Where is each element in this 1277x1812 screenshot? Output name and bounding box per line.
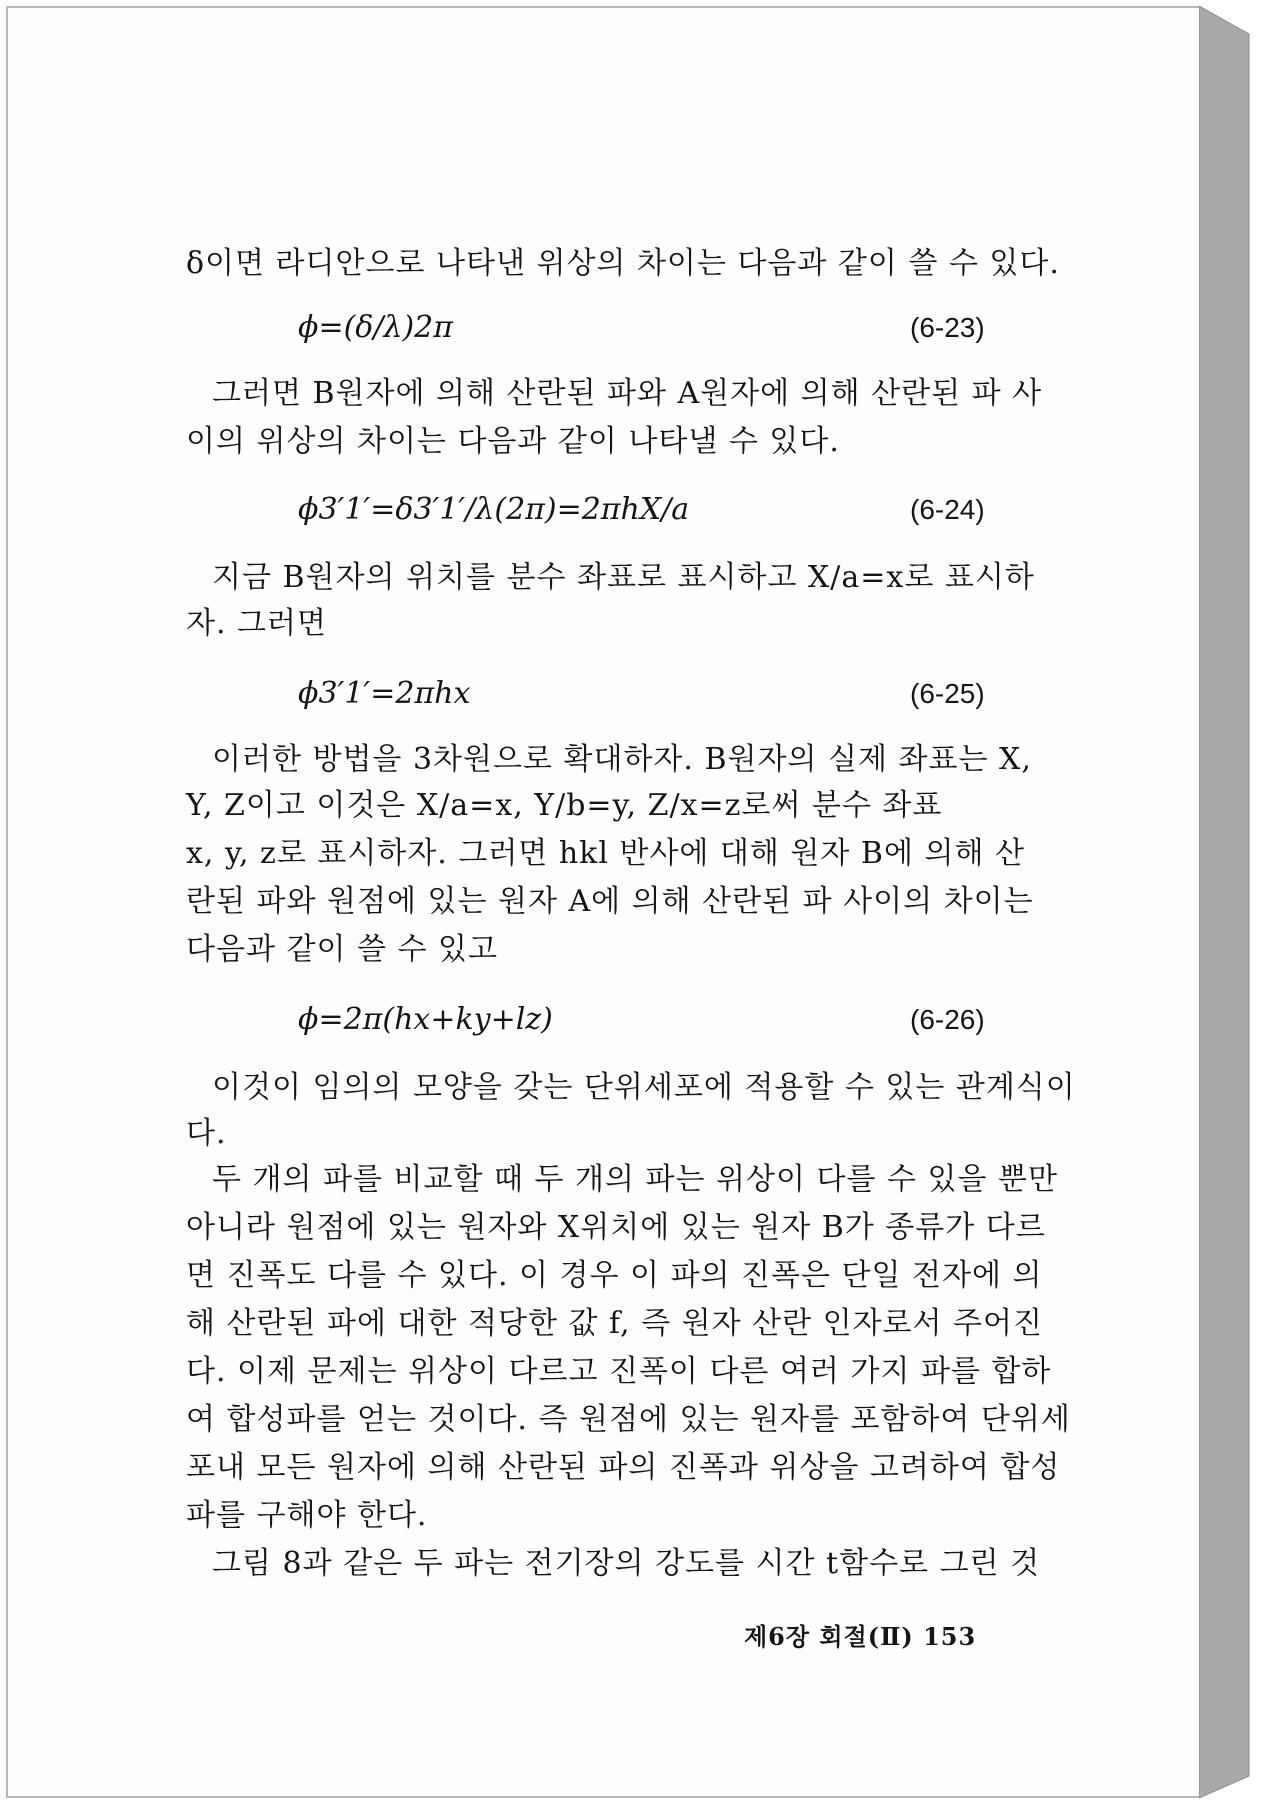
equation-number: (6-24) — [910, 494, 985, 525]
text-line: 그림 8과 같은 두 파는 전기장의 강도를 시간 t함수로 그린 것 — [212, 1546, 1041, 1581]
equation-number: (6-26) — [910, 1004, 985, 1035]
text-line: 다. 이제 문제는 위상이 다르고 진폭이 다른 여러 가지 파를 합하 — [186, 1354, 1052, 1389]
text-line: 아니라 원점에 있는 원자와 X위치에 있는 원자 B가 종류가 다르 — [186, 1210, 1046, 1245]
equation: ϕ3′1′=δ3′1′/λ(2π)=2πhX/a — [298, 492, 690, 527]
text-line: 란된 파와 원점에 있는 원자 A에 의해 산란된 파 사이의 차이는 — [186, 884, 1034, 919]
text-line: 이것이 임의의 모양을 갖는 단위세포에 적용할 수 있는 관계식이 — [212, 1070, 1076, 1105]
text-line: 여 합성파를 얻는 것이다. 즉 원점에 있는 원자를 포함하여 단위세 — [186, 1402, 1071, 1437]
text-line: 파를 구해야 한다. — [186, 1498, 428, 1533]
equation: ϕ=2π(hx+ky+lz) — [298, 1002, 553, 1037]
text-line: x, y, z로 표시하자. 그러면 hkl 반사에 대해 원자 B에 의해 산 — [186, 836, 1025, 871]
text-line: 다. — [186, 1116, 227, 1151]
text-line: Y, Z이고 이것은 X/a=x, Y/b=y, Z/x=z로써 분수 좌표 — [186, 788, 943, 823]
text-line: δ이면 라디안으로 나타낸 위상의 차이는 다음과 같이 쓸 수 있다. — [186, 246, 1060, 281]
text-line: 이러한 방법을 3차원으로 확대하자. B원자의 실제 좌표는 X, — [212, 742, 1032, 777]
text-line: 두 개의 파를 비교할 때 두 개의 파는 위상이 다를 수 있을 뿐만 — [212, 1162, 1058, 1197]
equation-number: (6-25) — [910, 678, 985, 709]
text-line: 이의 위상의 차이는 다음과 같이 나타낼 수 있다. — [186, 424, 840, 459]
equation: ϕ3′1′=2πhx — [298, 676, 471, 711]
text-line: 해 산란된 파에 대한 적당한 값 f, 즉 원자 산란 인자로서 주어진 — [186, 1306, 1043, 1341]
text-line: 자. 그러면 — [186, 606, 327, 641]
text-line: 지금 B원자의 위치를 분수 좌표로 표시하고 X/a=x로 표시하 — [212, 560, 1035, 595]
text-line: 다음과 같이 쓸 수 있고 — [186, 932, 498, 967]
equation-number: (6-23) — [910, 312, 985, 343]
text-line: 그러면 B원자에 의해 산란된 파와 A원자에 의해 산란된 파 사 — [212, 376, 1043, 411]
text-line: 포내 모든 원자에 의해 산란된 파의 진폭과 위상을 고려하여 합성 — [186, 1450, 1061, 1485]
page-footer: 제6장 회절(Ⅱ) 153 — [744, 1622, 977, 1651]
equation: ϕ=(δ/λ)2π — [298, 310, 453, 345]
text-line: 면 진폭도 다를 수 있다. 이 경우 이 파의 진폭은 단일 전자에 의 — [186, 1258, 1043, 1293]
